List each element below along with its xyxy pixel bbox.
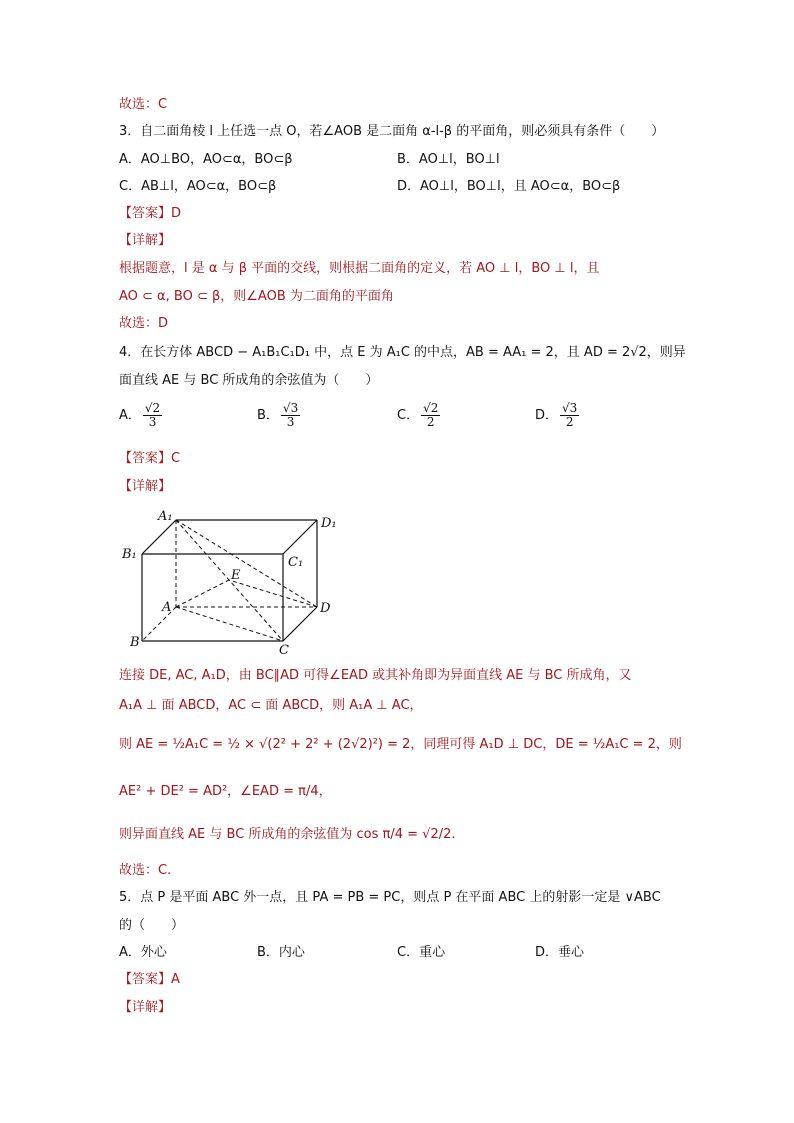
q5-answer: 【答案】A: [119, 972, 180, 987]
q5-option-b: B．内心: [257, 945, 305, 960]
label-d: D: [320, 601, 331, 616]
q3-conclusion: 故选：D: [119, 316, 169, 331]
q3-option-b: B．AO⊥l，BO⊥l: [397, 152, 500, 167]
label-a1: A₁: [158, 509, 173, 524]
q3-answer: 【答案】D: [119, 206, 182, 221]
q4-option-d: D． $\frac{√3}{2}$: [535, 401, 578, 429]
q4-stem-line2: 面直线 AE 与 BC 所成角的余弦值为（ ）: [119, 373, 379, 388]
edge-d1-c1: [283, 520, 317, 554]
q5-stem-line1: 5．点 P 是平面 ABC 外一点，且 PA = PB = PC，则点 P 在平面 ABC 上的射影一定是 ∨ABC: [119, 890, 661, 905]
q3-explain-label: 【详解】: [119, 233, 172, 248]
q3-explain-line2: AO ⊂ α, BO ⊂ β，则∠AOB 为二面角的平面角: [119, 289, 394, 304]
q4-option-b: B． $\frac{√3}{3}$: [257, 401, 299, 429]
q3-option-d: D．AO⊥l，BO⊥l，且 AO⊂α，BO⊂β: [397, 179, 621, 194]
q5-explain-label: 【详解】: [119, 1000, 172, 1015]
label-c1: C₁: [288, 555, 304, 570]
q3-option-a: A．AO⊥BO，AO⊂α，BO⊂β: [119, 152, 293, 167]
q5-stem-line2: 的（ ）: [119, 918, 185, 933]
segment-d-e: [229, 580, 317, 607]
edge-a1-b1: [142, 520, 176, 554]
q4-solution-line4: AE² + DE² = AD²，∠EAD = π/4，: [119, 784, 332, 799]
label-c: C: [279, 643, 289, 658]
label-a: A: [162, 600, 172, 615]
q5-option-c: C．重心: [397, 945, 446, 960]
q3-stem: 3．自二面角棱 l 上任选一点 O，若∠AOB 是二面角 α-l-β 的平面角，则必须具有条件（ ）: [119, 124, 665, 139]
q4-solution-line3: 则 AE = ½A₁C = ½ × √(2² + 2² + (2√2)²) = 2，同理可得 A₁D ⊥ DC，DE = ½A₁C = 2，则: [119, 737, 682, 752]
q4-stem-line1: 4．在长方体 ABCD − A₁B₁C₁D₁ 中，点 E 为 A₁C 的中点，AB = AA₁ = 2，且 AD = 2√2，则异: [119, 345, 686, 360]
q5-option-a: A．外心: [119, 945, 167, 960]
q3-explain-line1: 根据题意，l 是 α 与 β 平面的交线，则根据二面角的定义，若 AO ⊥ l，BO ⊥ l，且: [119, 261, 600, 276]
q4-option-a: A． $\frac{√2}{3}$: [119, 401, 161, 429]
edge-c-d: [283, 607, 317, 641]
q4-answer: 【答案】C: [119, 451, 181, 466]
q3-option-c: C．AB⊥l，AO⊂α，BO⊂β: [119, 179, 277, 194]
q4-solution-line1: 连接 DE, AC, A₁D，由 BC∥AD 可得∠EAD 或其补角即为异面直线 AE 与 BC 所成角，又: [119, 668, 632, 683]
label-d1: D₁: [321, 516, 337, 531]
q2-conclusion: 故选：C: [119, 97, 168, 112]
cuboid-figure: [110, 505, 350, 658]
q4-option-c: C． $\frac{√2}{2}$: [397, 401, 439, 429]
label-b1: B₁: [122, 547, 137, 562]
segment-a-e: [176, 580, 229, 607]
label-b: B: [130, 635, 140, 650]
q4-solution-line5: 则异面直线 AE 与 BC 所成角的余弦值为 cos π/4 = √2/2.: [119, 827, 456, 842]
q4-solution-line2: A₁A ⊥ 面 ABCD，AC ⊂ 面 ABCD，则 A₁A ⊥ AC，: [119, 698, 423, 713]
q4-conclusion: 故选：C.: [119, 863, 172, 878]
label-e: E: [231, 568, 241, 583]
segment-a-c: [176, 607, 283, 641]
q4-explain-label: 【详解】: [119, 479, 172, 494]
q5-option-d: D．垂心: [535, 945, 585, 960]
